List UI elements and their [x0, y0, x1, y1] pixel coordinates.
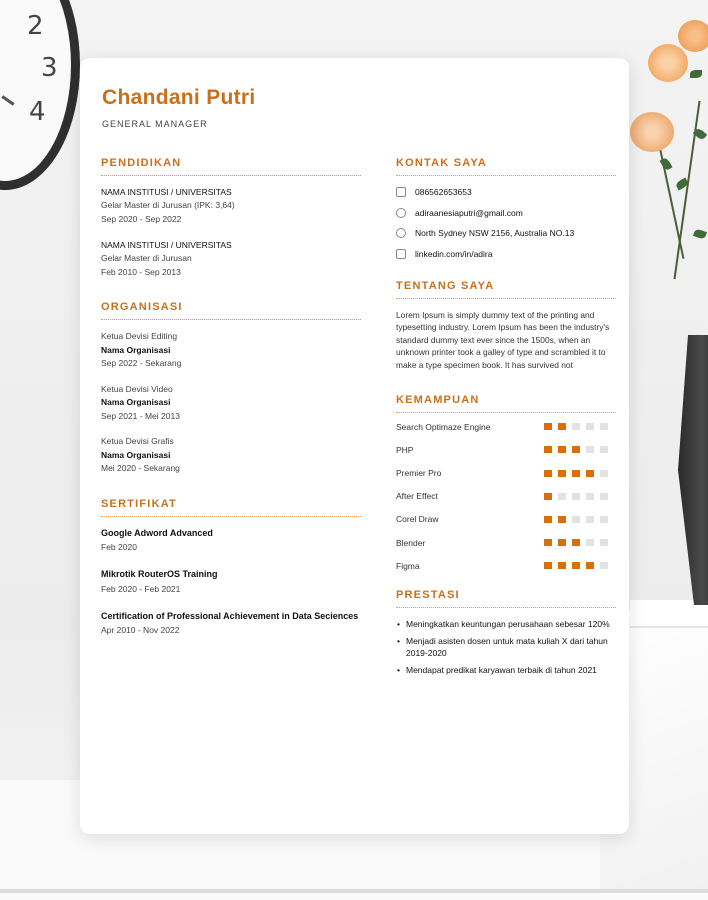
vase: [678, 335, 708, 605]
skill-dot-filled: [558, 516, 566, 523]
skill-name: After Effect: [396, 491, 438, 502]
certificate-item: [101, 568, 361, 596]
skill-dot-empty: [600, 516, 608, 523]
skill-dot-filled: [558, 423, 566, 430]
clock-number: 4: [29, 97, 46, 127]
contact-value: linkedin.com/in/adira: [415, 248, 493, 259]
period: Sep 2021 - Mei 2013: [101, 410, 180, 421]
skill-dot-empty: [600, 539, 608, 546]
skill-name: Figma: [396, 560, 420, 571]
period: Feb 2010 - Sep 2013: [101, 266, 181, 277]
skill-row: [396, 438, 616, 461]
clock-number: 2: [27, 11, 44, 41]
skill-level-meter: [544, 516, 608, 523]
skill-row: [396, 554, 616, 577]
org-position: Ketua Devisi Video: [101, 383, 173, 394]
section-title: KEMAMPUAN: [396, 394, 616, 413]
floor-edge: [0, 889, 708, 893]
org-position: Ketua Devisi Grafis: [101, 436, 174, 446]
education-item: [101, 239, 361, 279]
cv-card: [80, 58, 629, 834]
skill-dot-empty: [572, 516, 580, 523]
skill-row: [396, 508, 616, 531]
skill-dot-empty: [572, 423, 580, 430]
section-title: PRESTASI: [396, 589, 616, 608]
contact-email[interactable]: [396, 203, 616, 224]
skill-name: PHP: [396, 444, 414, 455]
section-title: KONTAK SAYA: [396, 157, 616, 176]
contact-phone[interactable]: [396, 182, 616, 203]
organization-item: [101, 330, 361, 371]
linkedin-icon: [396, 249, 406, 259]
achievements-section: [396, 589, 616, 676]
certificate-name: Mikrotik RouterOS Training: [101, 569, 218, 579]
skill-dot-filled: [586, 470, 594, 477]
education-section: [101, 157, 361, 279]
cv-name: Chandani Putri: [102, 86, 256, 109]
achievement-item: • Mendapat predikat karyawan terbaik di tahun 2021: [396, 664, 616, 676]
skill-name: Blender: [396, 537, 426, 548]
skill-dot-filled: [572, 562, 580, 569]
organization-item: [101, 435, 361, 476]
institution-name: NAMA INSTITUSI / UNIVERSITAS: [101, 240, 232, 250]
org-name: Nama Organisasi: [101, 344, 171, 355]
skill-level-meter: [544, 423, 608, 430]
skill-dot-empty: [586, 516, 594, 523]
skill-dot-empty: [586, 423, 594, 430]
skill-level-meter: [544, 446, 608, 453]
skill-dot-filled: [544, 516, 552, 523]
contact-linkedin[interactable]: [396, 244, 616, 265]
section-title: TENTANG SAYA: [396, 280, 616, 299]
skill-dot-filled: [544, 493, 552, 500]
leaf: [693, 228, 707, 240]
skill-dot-filled: [544, 423, 552, 430]
skill-dot-empty: [586, 539, 594, 546]
right-column: [396, 157, 616, 681]
institution-name: NAMA INSTITUSI / UNIVERSITAS: [101, 187, 232, 197]
clock-tick: [1, 95, 14, 105]
skill-level-meter: [544, 493, 608, 500]
skill-dot-filled: [558, 446, 566, 453]
skill-name: Search Optimaze Engine: [396, 421, 491, 432]
contact-address[interactable]: [396, 223, 616, 244]
org-name: Nama Organisasi: [101, 449, 171, 460]
skill-dot-filled: [544, 470, 552, 477]
skill-level-meter: [544, 539, 608, 546]
skill-row: [396, 485, 616, 508]
organization-item: [101, 383, 361, 424]
contact-section: [396, 157, 616, 264]
skill-dot-empty: [600, 562, 608, 569]
achievements-list: [396, 618, 616, 676]
skill-level-meter: [544, 470, 608, 477]
skill-dot-filled: [544, 539, 552, 546]
skill-dot-empty: [600, 446, 608, 453]
left-column: [101, 157, 361, 651]
skill-dot-filled: [544, 562, 552, 569]
wall-clock: [0, 0, 80, 190]
skill-dot-empty: [558, 493, 566, 500]
skill-dot-empty: [600, 470, 608, 477]
org-position: Ketua Devisi Editing: [101, 331, 178, 341]
skill-dot-empty: [586, 493, 594, 500]
contact-value: adiraanesiaputri@gmail.com: [415, 207, 523, 218]
skill-dot-filled: [572, 446, 580, 453]
period: Feb 2020: [101, 542, 137, 552]
location-icon: [396, 228, 406, 238]
certificate-name: Google Adword Advanced: [101, 527, 213, 538]
skill-dot-empty: [600, 493, 608, 500]
education-item: [101, 186, 361, 226]
clock-number: 3: [41, 53, 58, 83]
section-title: ORGANISASI: [101, 301, 361, 320]
skill-dot-filled: [558, 470, 566, 477]
cv-role: GENERAL MANAGER: [102, 119, 208, 129]
skill-dot-filled: [544, 446, 552, 453]
section-title: PENDIDIKAN: [101, 157, 361, 176]
period: Feb 2020 - Feb 2021: [101, 583, 181, 594]
flower: [648, 44, 688, 82]
certificate-name: Certification of Professional Achievement in Data Seciences: [101, 610, 359, 621]
phone-icon: [396, 187, 406, 197]
certificate-item: [101, 610, 361, 638]
leaf: [660, 157, 673, 171]
degree: Gelar Master di Jurusan (IPK: 3,64): [101, 200, 235, 210]
skill-name: Premier Pro: [396, 468, 442, 478]
organization-section: [101, 301, 361, 476]
org-name: Nama Organisasi: [101, 397, 171, 407]
skill-name: Corel Draw: [396, 514, 439, 525]
skill-dot-filled: [572, 539, 580, 546]
contact-value: North Sydney NSW 2156, Australia NO.13: [415, 228, 575, 239]
period: Sep 2020 - Sep 2022: [101, 213, 182, 224]
skill-row: [396, 461, 616, 484]
section-title: SERTIFIKAT: [101, 498, 361, 517]
about-text: Lorem Ipsum is simply dummy text of the printing and typesetting industry. Lorem Ipsum has been the industry's standard dummy text ever since the 1500s, when an unknown printer took a galley of type and scrambled it to make a type specimen book. It has survived not: [396, 310, 610, 370]
contact-value: 086562653653: [415, 187, 472, 198]
skills-section: [396, 394, 616, 577]
period: Apr 2010 - Nov 2022: [101, 625, 180, 635]
period: Mei 2020 - Sekarang: [101, 463, 180, 473]
flower: [678, 20, 708, 52]
leaf: [690, 70, 702, 78]
email-icon: [396, 208, 406, 218]
certificate-section: [101, 498, 361, 638]
about-section: [396, 280, 616, 371]
skill-dot-filled: [558, 539, 566, 546]
skill-row: [396, 415, 616, 438]
skill-level-meter: [544, 562, 608, 569]
achievement-item: • Menjadi asisten dosen untuk mata kuliah X dari tahun 2019-2020: [396, 635, 616, 659]
skill-dot-filled: [586, 562, 594, 569]
degree: Gelar Master di Jurusan: [101, 253, 192, 263]
skill-dot-empty: [600, 423, 608, 430]
skill-dot-empty: [572, 493, 580, 500]
period: Sep 2022 - Sekarang: [101, 358, 182, 368]
skill-dot-filled: [572, 470, 580, 477]
flower: [630, 112, 674, 152]
skills-list: [396, 415, 616, 577]
achievement-item: • Meningkatkan keuntungan perusahaan sebesar 120%: [396, 618, 616, 630]
flower-stem: [673, 101, 700, 280]
skill-dot-filled: [558, 562, 566, 569]
certificate-item: [101, 527, 361, 555]
skill-dot-empty: [586, 446, 594, 453]
skill-row: [396, 531, 616, 554]
